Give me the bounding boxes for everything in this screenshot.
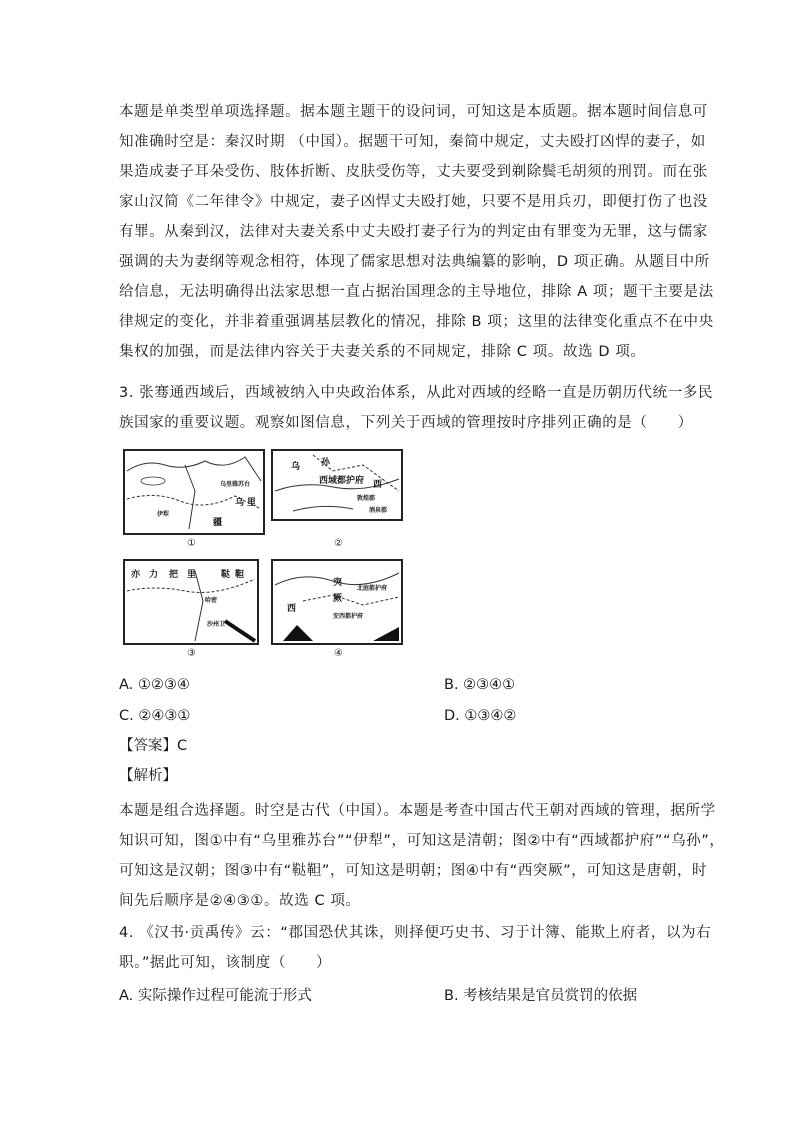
map-1-outline — [125, 451, 263, 533]
analysis-paragraph-q2 — [119, 97, 714, 367]
q4-option-b[interactable]: B. 考核结果是官员赏罚的依据 — [444, 988, 638, 1004]
map-3-text: 靼 — [235, 570, 245, 580]
map-2-text: 西域都护府 — [319, 476, 365, 486]
text-line: 间先后顺序是②④③①。故选 C 项。 — [119, 893, 361, 909]
q4-option-a[interactable]: A. 实际操作过程可能流于形式 — [119, 988, 312, 1004]
text-line: 集权的加强，而是法律内容关于夫妻关系的不同规定，排除 C 项。故选 D 项。 — [119, 344, 646, 360]
map-1-text: 乌里雅苏台 — [220, 481, 251, 488]
map-1-text: 伊犁 — [157, 511, 170, 518]
map-3-text: 里 — [187, 570, 197, 580]
q3-option-c[interactable]: C. ②④③① — [119, 708, 191, 724]
q3-option-a[interactable]: A. ①②③④ — [119, 677, 190, 693]
analysis-title: 【解析】 — [119, 768, 177, 784]
answer-label: 【答案】C — [119, 738, 188, 754]
map-2-text: 酒泉郡 — [369, 507, 388, 514]
map-4-text: 厥 — [333, 594, 343, 604]
map-3-text: 力 — [149, 570, 159, 580]
q3-option-d[interactable]: D. ①③④② — [444, 708, 517, 724]
map-3-label: ③ — [187, 648, 196, 659]
map-3 — [123, 559, 259, 645]
text-line: 3. 张骞通西域后，西域被纳入中央政治体系，从此对西域的经略一直是历朝历代统一多民 — [119, 385, 714, 401]
map-figure — [119, 446, 409, 666]
map-1-text: 里 — [247, 498, 257, 508]
text-line: 知识可知，图①中有“乌里雅苏台”“伊犁”，可知这是清朝；图②中有“西域都护府”“乌孙”， — [119, 833, 725, 849]
text-line: 本题是组合选择题。时空是古代（中国）。本题是考查中国古代王朝对西域的管理，据所学 — [119, 803, 716, 819]
q3-option-b[interactable]: B. ②③④① — [444, 677, 516, 693]
map-3-text: 沙州卫 — [207, 621, 226, 628]
map-4-text: 西 — [287, 604, 297, 614]
map-4-text: 突 — [333, 578, 343, 588]
text-line: 职。”据此可知，该制度（ ） — [119, 955, 332, 971]
analysis-paragraph-q3 — [119, 796, 725, 916]
map-3-text: 把 — [169, 570, 179, 580]
map-2-text: 孙 — [321, 458, 331, 468]
question-4-stem — [119, 918, 712, 978]
map-1 — [123, 449, 265, 535]
map-3-text: 哈密 — [205, 597, 218, 604]
text-line: 本题是单类型单项选择题。据本题主题干的设问词，可知这是本质题。据本题时间信息可 — [119, 104, 708, 120]
map-4-label: ④ — [334, 648, 343, 659]
map-4 — [271, 559, 403, 645]
text-line: 给信息，无法明确得出法家思想一直占据治国理念的主导地位，排除 A 项；题干主要是法 — [119, 284, 714, 300]
text-line: 有罪。从秦到汉，法律对夫妻关系中丈夫殴打妻子行为的判定由有罪变为无罪，这与儒家 — [119, 224, 708, 240]
text-line: 可知这是汉朝；图③中有“鞑靼”，可知这是明朝；图④中有“西突厥”，可知这是唐朝，时 — [119, 863, 708, 879]
map-4-text: 安西都护府 — [333, 613, 364, 620]
text-line: 知准确时空是：秦汉时期 （中国）。据题干可知，秦简中规定，丈夫殴打凶悍的妻子，如 — [119, 134, 706, 150]
map-2-text: 乌 — [291, 462, 301, 472]
text-line: 4. 《汉书·贡禹传》云：“郡国恐伏其诛，则择便巧史书、习于计簿、能欺上府者，以为右 — [119, 925, 712, 941]
map-2-label: ② — [334, 538, 343, 549]
text-line: 律规定的变化，并非着重强调基层教化的情况，排除 B 项；这里的法律变化重点不在中央 — [119, 314, 714, 330]
map-4-text: 北庭都护府 — [357, 585, 388, 592]
text-line: 家山汉简《二年律令》中规定，妻子凶悍丈夫殴打她，只要不是用兵刃，即便打伤了也没 — [119, 194, 708, 210]
map-3-text: 亦 — [131, 570, 141, 580]
map-3-text: 鞑 — [221, 570, 231, 580]
text-line: 果造成妻子耳朵受伤、肢体折断、皮肤受伤等，丈夫要受到剃除鬓毛胡须的刑罚。而在张 — [119, 164, 708, 180]
map-2-text: 西 — [373, 480, 383, 490]
map-1-text: 疆 — [213, 518, 223, 528]
map-2 — [271, 449, 403, 521]
map-2-text: 敦煌郡 — [357, 495, 376, 502]
map-1-label: ① — [187, 538, 196, 549]
text-line: 族国家的重要议题。观察如图信息，下列关于西域的管理按时序排列正确的是（ ） — [119, 415, 693, 431]
text-line: 强调的夫为妻纲等观念相符，体现了儒家思想对法典编纂的影响，D 项正确。从题目中所 — [119, 254, 710, 270]
question-3-stem — [119, 378, 714, 438]
map-1-text: 乌 — [235, 498, 245, 508]
